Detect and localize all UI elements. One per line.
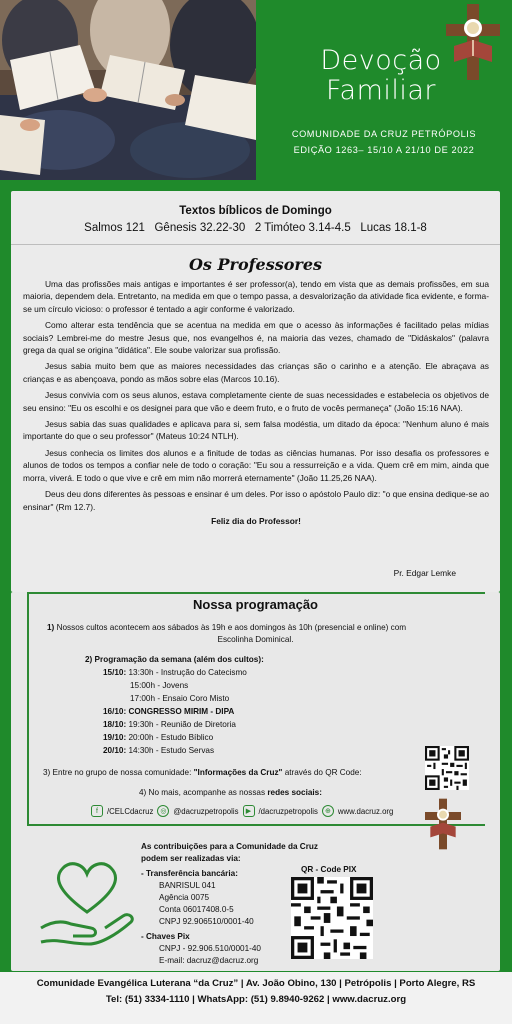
donations-title-2: podem ser realizadas via: (141, 854, 241, 863)
article-paragraph: Deus deu dons diferentes às pessoas e ensinar é um deles. Por isso o apóstolo Paulo diz: "o que ensina dedique-se ao ensinar" (Rm 12.7). (23, 489, 489, 512)
bank-name: BANRISUL 041 (159, 881, 216, 890)
instagram-link[interactable]: @dacruzpetropolis (173, 806, 239, 816)
readings-list: Salmos 121 Gênesis 32.22-30 2 Timóteo 3.14-4.5 Lucas 18.1-8 (84, 222, 427, 234)
footer-contacts: Tel: (51) 3334-1110 | WhatsApp: (51) 9.8940-9262 | www.dacruz.org (105, 994, 407, 1005)
transfer-title: - Transferência bancária: (141, 869, 238, 878)
youtube-icon[interactable]: ▶ (243, 805, 255, 817)
footer (0, 972, 512, 1024)
program-item-2-title: 2) Programação da semana (além dos cultos): (85, 655, 264, 664)
article-paragraph: Jesus convivia com os seus alunos, estava completamente ciente de suas necessidades e estabelecia os objetivos de seu ensino: "Eu os escolhi e os designei para que vão e deem fruto, e o fruto de vocês permaneça" (João 15:16 NAA). (23, 390, 489, 413)
program-title: Nossa programação (193, 597, 318, 612)
readings-title: Textos bíblicos de Domingo (179, 205, 332, 217)
donations-title-1: As contribuições para a Comunidade da Cruz (141, 842, 318, 851)
divider (11, 244, 500, 245)
program-item-1-cont: Escolinha Dominical. (217, 635, 294, 644)
schedule-row: 19/10: 20:00h - Estudo Bíblico (103, 733, 214, 742)
website-link[interactable]: www.dacruz.org (337, 806, 394, 816)
header-photo (0, 0, 256, 180)
article-body (23, 278, 489, 531)
edition-dates: EDIÇÃO 1263– 15/10 A 21/10 DE 2022 (293, 145, 475, 155)
youtube-link[interactable]: /dacruzpetropolis (258, 806, 318, 816)
pix-title: - Chaves Pix (141, 932, 190, 941)
program-item-1: 1) Nossos cultos acontecem aos sábados às 19h e aos domingos às 10h (presencial e online) com (47, 623, 407, 632)
article-paragraph: Uma das profissões mais antigas e importantes é ser professor(a), tendo em vista que as demais profissões, em sua maioria, dependem dela. Entretanto, na medida em que o tempo passa, a desvalorização da atividade fica evidente, e forma-se um círculo vicioso: o professor é tentado a agir conforme é valorizado. (23, 279, 489, 314)
heart-in-hand-icon (39, 854, 135, 946)
closing-message: Feliz dia do Professor! (211, 515, 301, 526)
title-line-1: Devoção (320, 45, 442, 76)
pix-qr-code[interactable] (291, 877, 373, 959)
bank-account: Conta 06017408.0-5 (159, 905, 234, 914)
schedule-row: 20/10: 14:30h - Estudo Servas (103, 746, 215, 755)
schedule-row: 16/10: CONGRESSO MIRIM - DIPA (103, 707, 235, 716)
program-item-4: 4) No mais, acompanhe as nossas redes sociais: (139, 788, 322, 797)
pix-cnpj: CNPJ - 92.906.510/0001-40 (159, 944, 261, 953)
schedule-row: 15:00h - Jovens (130, 681, 189, 690)
article-paragraph: Jesus conhecia os limites dos alunos e a finitude de todas as ciências humanas. Por isso desafia os professores e alunos de todos os tempos a confiar nele de todo o coração: "Eu sou a ressurreição e a vida. Quem crê em mim, ainda que morra, viverá. E todo o que vive e crê em mim não morrerá eternamente" (João 11.25,26 NAA). (23, 447, 489, 483)
globe-icon[interactable]: ⊕ (322, 805, 334, 817)
article-card (11, 191, 500, 592)
schedule-row: 15/10: 13:30h - Instrução do Catecismo (103, 668, 247, 677)
author-signature: Pr. Edgar Lemke (393, 568, 456, 578)
social-links (91, 805, 393, 817)
people-reading-bibles-image (0, 0, 256, 180)
article-paragraph: Jesus sabia das suas qualidades e aplicava para si, sem falsa modéstia, um ditado da época: "Nenhum aluno é mais importante do que o seu professor" (Mateus 10:24 NTLH). (23, 419, 489, 442)
header-title-area (256, 0, 512, 180)
article-paragraph: Como alterar esta tendência que se acentua na medida em que o acesso às informações é facilitado pelas mídias sociais? Lembrei-me do mestre Jesus que, nos evangelhos é, na maioria das vezes, chamado de "Didáskalos" (palavra grega da qual se origina "didática". Ele soube valorizar sua profissão. (23, 320, 489, 356)
facebook-icon[interactable]: f (91, 805, 103, 817)
community-name: COMUNIDADE DA CRUZ PETRÓPOLIS (291, 129, 477, 139)
pix-email: E-mail: dacruz@dacruz.org (159, 956, 259, 965)
facebook-link[interactable]: /CELCdacruz (107, 806, 154, 816)
instagram-icon[interactable]: ◎ (157, 805, 169, 817)
schedule-row: 17:00h - Ensaio Coro Misto (130, 694, 230, 703)
program-item-3: 3) Entre no grupo de nossa comunidade: "Informações da Cruz" através do QR Code: (43, 768, 362, 777)
footer-address: Comunidade Evangélica Luterana “da Cruz” | Av. João Obino, 130 | Petrópolis | Porto Alegre, RS (36, 978, 476, 989)
cross-bible-small-icon (425, 798, 461, 850)
bank-agency: Agência 0075 (159, 893, 210, 902)
title-line-2: Familiar (325, 75, 437, 106)
bank-cnpj: CNPJ 92.906510/0001-40 (159, 917, 254, 926)
pix-qr-label: QR - Code PIX (301, 865, 357, 874)
program-card (11, 592, 500, 971)
article-title: Os Professores (188, 255, 322, 274)
schedule-row: 18/10: 19:30h - Reunião de Diretoria (103, 720, 236, 729)
article-paragraph: Jesus sabia muito bem que as maiores necessidades das crianças são o carinho e a atenção. Ele abraçava as crianças e as abençoava, pondo as mãos sobre elas (Marcos 10.16). (23, 361, 489, 384)
whatsapp-group-qr-code[interactable] (425, 746, 469, 790)
